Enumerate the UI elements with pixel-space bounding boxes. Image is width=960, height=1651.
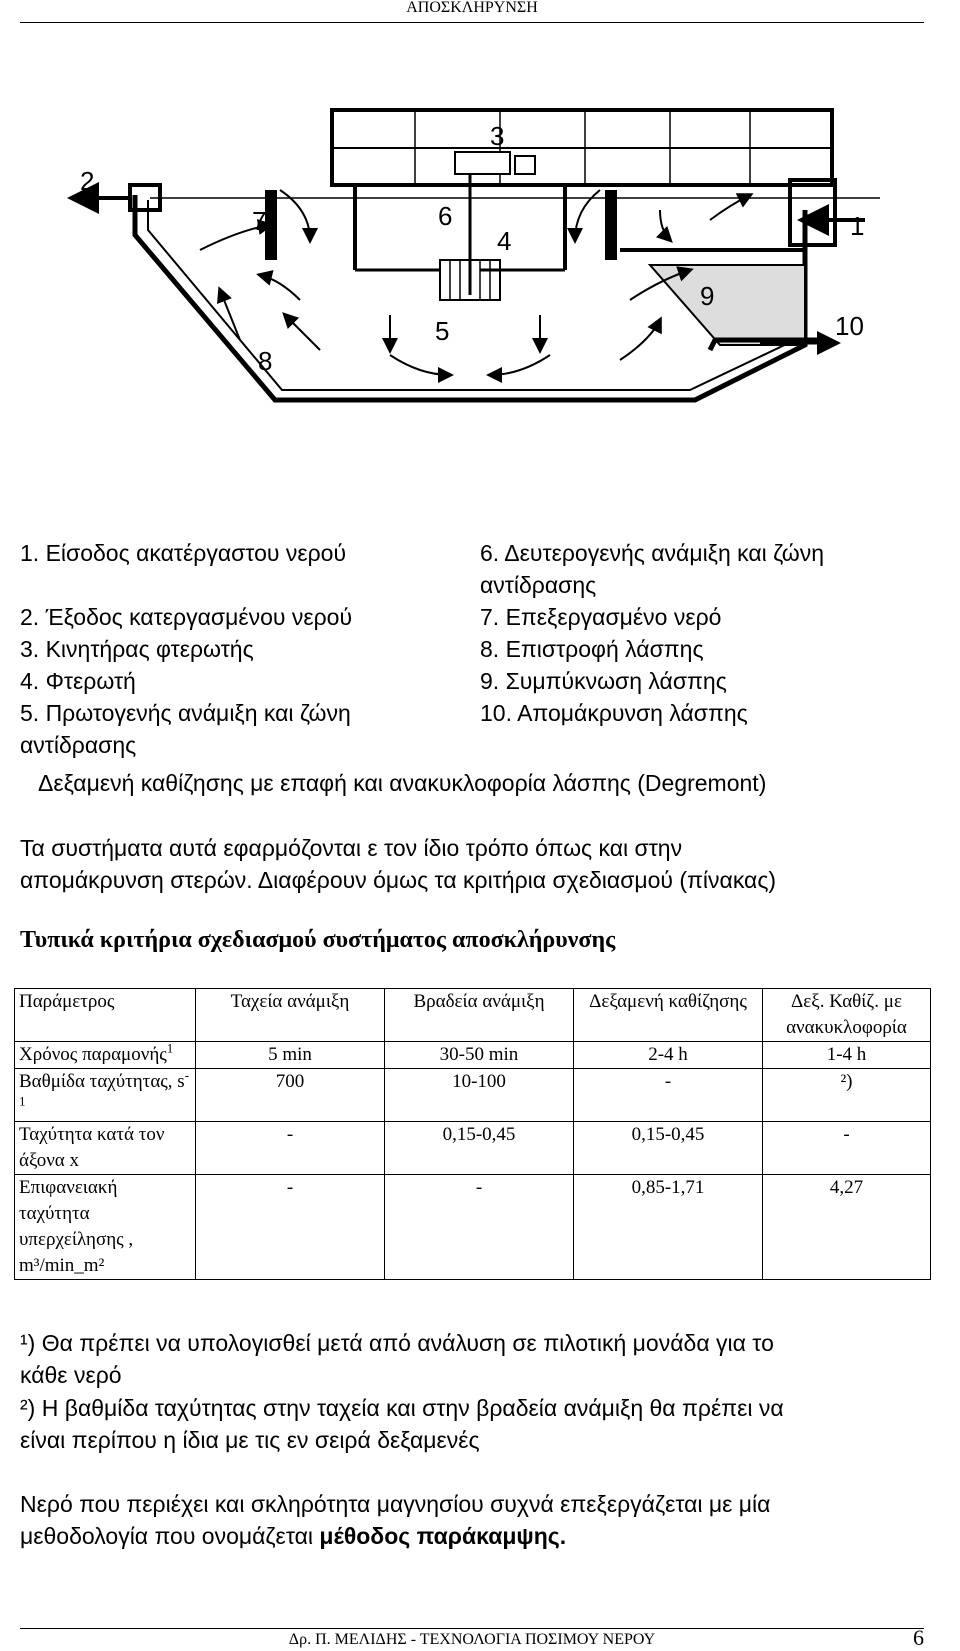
legend-left-5: 5. Πρωτογενής ανάμιξη και ζώνη: [20, 700, 351, 726]
bold-term: μέθοδος παράκαμψης.: [319, 1523, 567, 1549]
legend-right-6: 6. Δευτερογενής ανάμιξη και ζώνη: [480, 540, 825, 566]
page-number: 6: [913, 1625, 924, 1650]
label-5: 5: [435, 316, 450, 346]
value-cell: ²): [763, 1069, 931, 1122]
figure-caption: Δεξαμενή καθίζησης με επαφή και ανακυκλοφορία λάσπης (Degremont): [38, 770, 767, 796]
running-footer: [20, 1625, 924, 1650]
legend-right-9: 9. Συμπύκνωση λάσπης: [480, 668, 727, 694]
legend-left-1: 1. Είσοδος ακατέργαστου νερού: [20, 540, 347, 566]
value-cell: 5 min: [196, 1042, 385, 1069]
label-2: 2: [80, 166, 95, 196]
value-cell: 10-100: [385, 1069, 574, 1122]
inlet-box: [790, 180, 835, 245]
paragraph-1-line-1: Τα συστήματα αυτά εφαρμόζονται ε τον ίδιο τρόπο όπως και στην: [20, 835, 683, 861]
table-header-row: [15, 989, 931, 1042]
param-cell: Επιφανειακή ταχύτητα υπερχείλησης , m³/min_m²: [15, 1175, 196, 1280]
header-title: ΑΠΟΣΚΛΗΡΥΝΣΗ: [406, 0, 538, 16]
label-6: 6: [438, 201, 453, 231]
table-title: Τυπικά κριτήρια σχεδιασμού συστήματος αποσκλήρυνσης: [20, 927, 616, 953]
label-4: 4: [497, 226, 512, 256]
table-row: [15, 1175, 931, 1280]
legend-left-3: 3. Κινητήρας φτερωτής: [20, 636, 254, 662]
legend-left-4: 4. Φτερωτή: [20, 668, 136, 694]
paragraph-2-line-2: μεθοδολογία που ονομάζεται μέθοδος παράκαμψης.: [20, 1523, 567, 1549]
value-cell: -: [196, 1122, 385, 1175]
clarifier-diagram: [60, 100, 920, 460]
label-9: 9: [700, 281, 715, 311]
table-row: [15, 1069, 931, 1122]
header-cell: Δεξ. Καθίζ. με ανακυκλοφορία: [763, 989, 931, 1042]
legend-left-5-cont: αντίδρασης: [20, 732, 137, 758]
value-cell: 2-4 h: [574, 1042, 763, 1069]
param-cell: Βαθμίδα ταχύτητας, $s^{-1}$: [15, 1069, 196, 1122]
paragraph-1-line-2: απομάκρυνση στερών. Διαφέρουν όμως τα κριτήρια σχεδιασμού (πίνακας): [20, 867, 777, 893]
value-cell: 0,15-0,45: [574, 1122, 763, 1175]
footnote-2: ²) Η βαθμίδα ταχύτητας στην ταχεία και στην βραδεία ανάμιξη θα πρέπει να είναι περίπου η ίδια με τις εν σειρά δεξαμενές: [20, 1395, 784, 1453]
legend-right-6-cont: αντίδρασης: [480, 572, 597, 598]
table-row: [15, 1042, 931, 1069]
value-cell: -: [763, 1122, 931, 1175]
header-cell: Παράμετρος: [15, 989, 196, 1042]
label-8: 8: [258, 346, 273, 376]
paragraph-2-line-1: Νερό που περιέχει και σκληρότητα μαγνησίου συχνά επεξεργάζεται με μία: [20, 1491, 771, 1517]
design-criteria-table: [14, 988, 931, 1280]
param-cell: Χρόνος παραμονής$^1$: [15, 1042, 196, 1069]
table-row: [15, 1122, 931, 1175]
label-1: 1: [850, 211, 865, 241]
label-10: 10: [835, 311, 864, 341]
value-cell: -: [385, 1175, 574, 1280]
value-cell: -: [574, 1069, 763, 1122]
motor-block: [455, 152, 510, 174]
param-cell: Ταχύτητα κατά τον άξονα x: [15, 1122, 196, 1175]
value-cell: 4,27: [763, 1175, 931, 1280]
footer-text: Δρ. Π. ΜΕΛΙΔΗΣ - ΤΕΧΝΟΛΟΓΙΑ ΠΟΣΙΜΟΥ ΝΕΡΟΥ: [288, 1631, 656, 1648]
legend-right-7: 7. Επεξεργασμένο νερό: [480, 604, 722, 630]
paragraph-2: [20, 1488, 920, 1552]
value-cell: -: [196, 1175, 385, 1280]
header-cell: Ταχεία ανάμιξη: [196, 989, 385, 1042]
value-cell: 0,15-0,45: [385, 1122, 574, 1175]
legend-right-10: 10. Απομάκρυνση λάσπης: [480, 700, 748, 726]
value-cell: 1-4 h: [763, 1042, 931, 1069]
value-cell: 30-50 min: [385, 1042, 574, 1069]
footnote-1: ¹) Θα πρέπει να υπολογισθεί μετά από ανάλυση σε πιλοτική μονάδα για το κάθε νερό: [20, 1330, 774, 1388]
legend-left-2: 2. Έξοδος κατεργασμένου νερού: [20, 604, 353, 630]
running-header: [20, 0, 924, 23]
header-cell: Δεξαμενή καθίζησης: [574, 989, 763, 1042]
value-cell: 700: [196, 1069, 385, 1122]
paragraph-1: [20, 832, 920, 896]
value-cell: 0,85-1,71: [574, 1175, 763, 1280]
label-7: 7: [252, 206, 267, 236]
legend-right-8: 8. Επιστροφή λάσπης: [480, 636, 704, 662]
header-cell: Βραδεία ανάμιξη: [385, 989, 574, 1042]
draft-tube-right: [605, 190, 617, 260]
label-3: 3: [490, 121, 505, 151]
diagram-legend: [20, 537, 920, 761]
